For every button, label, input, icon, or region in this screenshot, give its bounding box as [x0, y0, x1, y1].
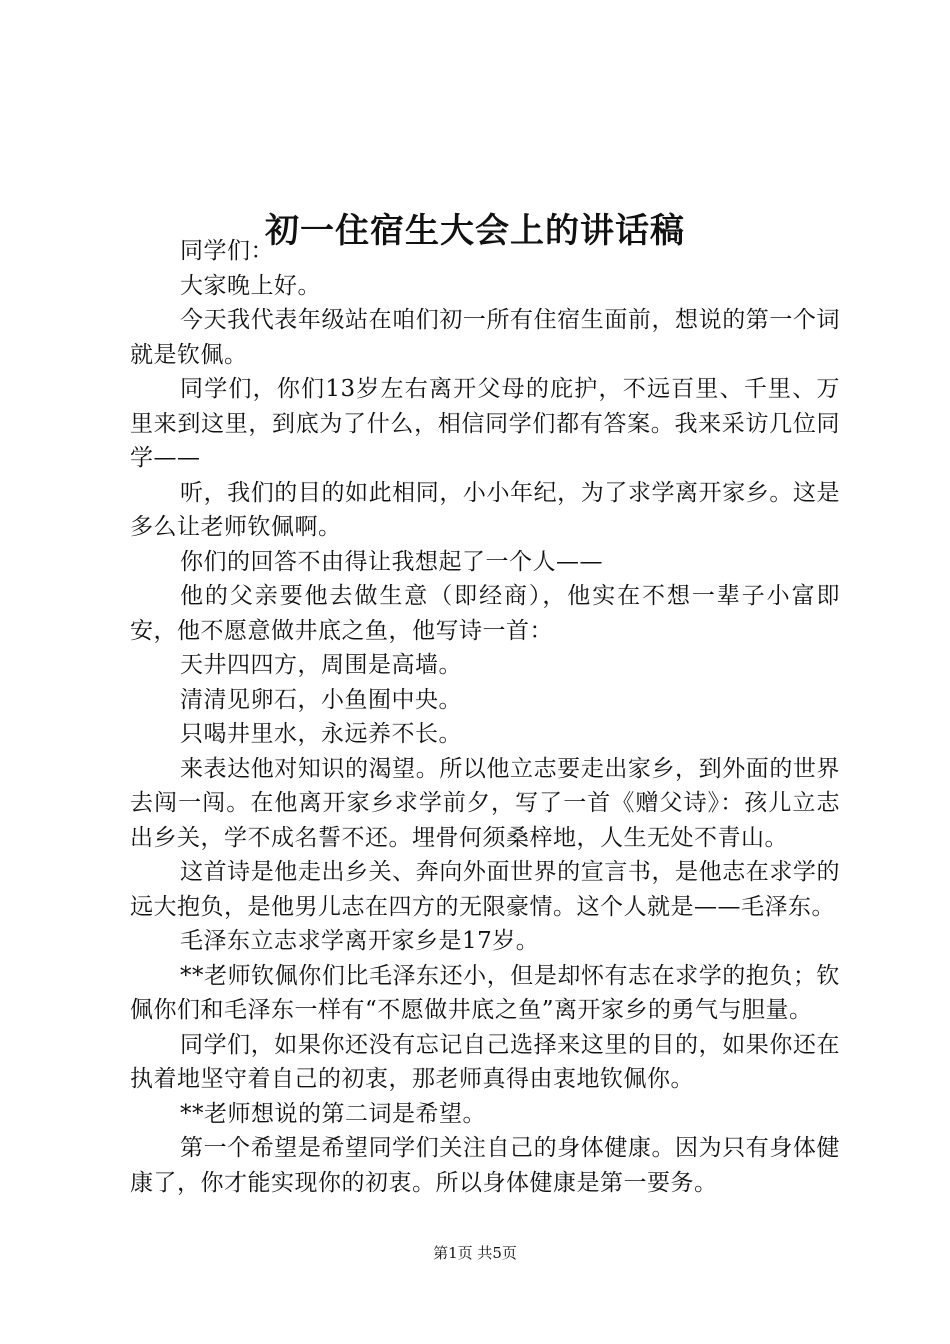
- paragraph: 你们的回答不由得让我想起了一个人——: [180, 548, 603, 575]
- page-number-footer: 第1页 共5页: [433, 1244, 517, 1262]
- paragraph: 他的父亲要他去做生意（即经商），他实在不想一辈子小富即安，他不愿意做井底之鱼，他写诗一首：: [130, 583, 840, 644]
- document-title: 初一住宿生大会上的讲话稿: [265, 210, 685, 251]
- paragraph: 同学们，如果你还没有忘记自己选择来这里的目的，如果你还在执着地坚守着自己的初衷，那老师真得由衷地钦佩你。: [130, 1031, 840, 1092]
- poem-line: 天井四四方，周围是高墙。: [180, 652, 462, 678]
- paragraph: **老师想说的第二词是希望。: [180, 1100, 486, 1127]
- paragraph: 第一个希望是希望同学们关注自己的身体健康。因为只有身体健康了，你才能实现你的初衷。所以身体健康是第一要务。: [130, 1135, 840, 1196]
- paragraph: 毛泽东立志求学离开家乡是17岁。: [180, 928, 540, 954]
- paragraph: 同学们：: [180, 238, 274, 264]
- paragraph: 同学们，你们13岁左右离开父母的庇护，不远百里、千里、万里来到这里，到底为了什么，相信同学们都有答案。我来采访几位同学——: [130, 376, 840, 471]
- paragraph: 大家晚上好。: [180, 272, 321, 299]
- document-body: [130, 234, 840, 1200]
- paragraph: 这首诗是他走出乡关、奔向外面世界的宣言书，是他志在求学的远大抱负，是他男儿志在四方的无限豪情。这个人就是——毛泽东。: [130, 859, 840, 920]
- poem-line: 只喝井里水，永远养不长。: [180, 721, 462, 747]
- paragraph: 听，我们的目的如此相同，小小年纪，为了求学离开家乡。这是多么让老师钦佩啊。: [130, 479, 840, 540]
- paragraph: 来表达他对知识的渴望。所以他立志要走出家乡，到外面的世界去闯一闯。在他离开家乡求学前夕，写了一首《赠父诗》：孩儿立志出乡关，学不成名誓不还。埋骨何须桑梓地，人生无处不青山。: [130, 755, 840, 851]
- poem-line: 清清见卵石，小鱼囿中央。: [180, 686, 462, 713]
- paragraph: 今天我代表年级站在咱们初一所有住宿生面前，想说的第一个词就是钦佩。: [130, 307, 840, 368]
- paragraph: **老师钦佩你们比毛泽东还小，但是却怀有志在求学的抱负；钦佩你们和毛泽东一样有“不愿做井底之鱼”离开家乡的勇气与胆量。: [130, 962, 840, 1023]
